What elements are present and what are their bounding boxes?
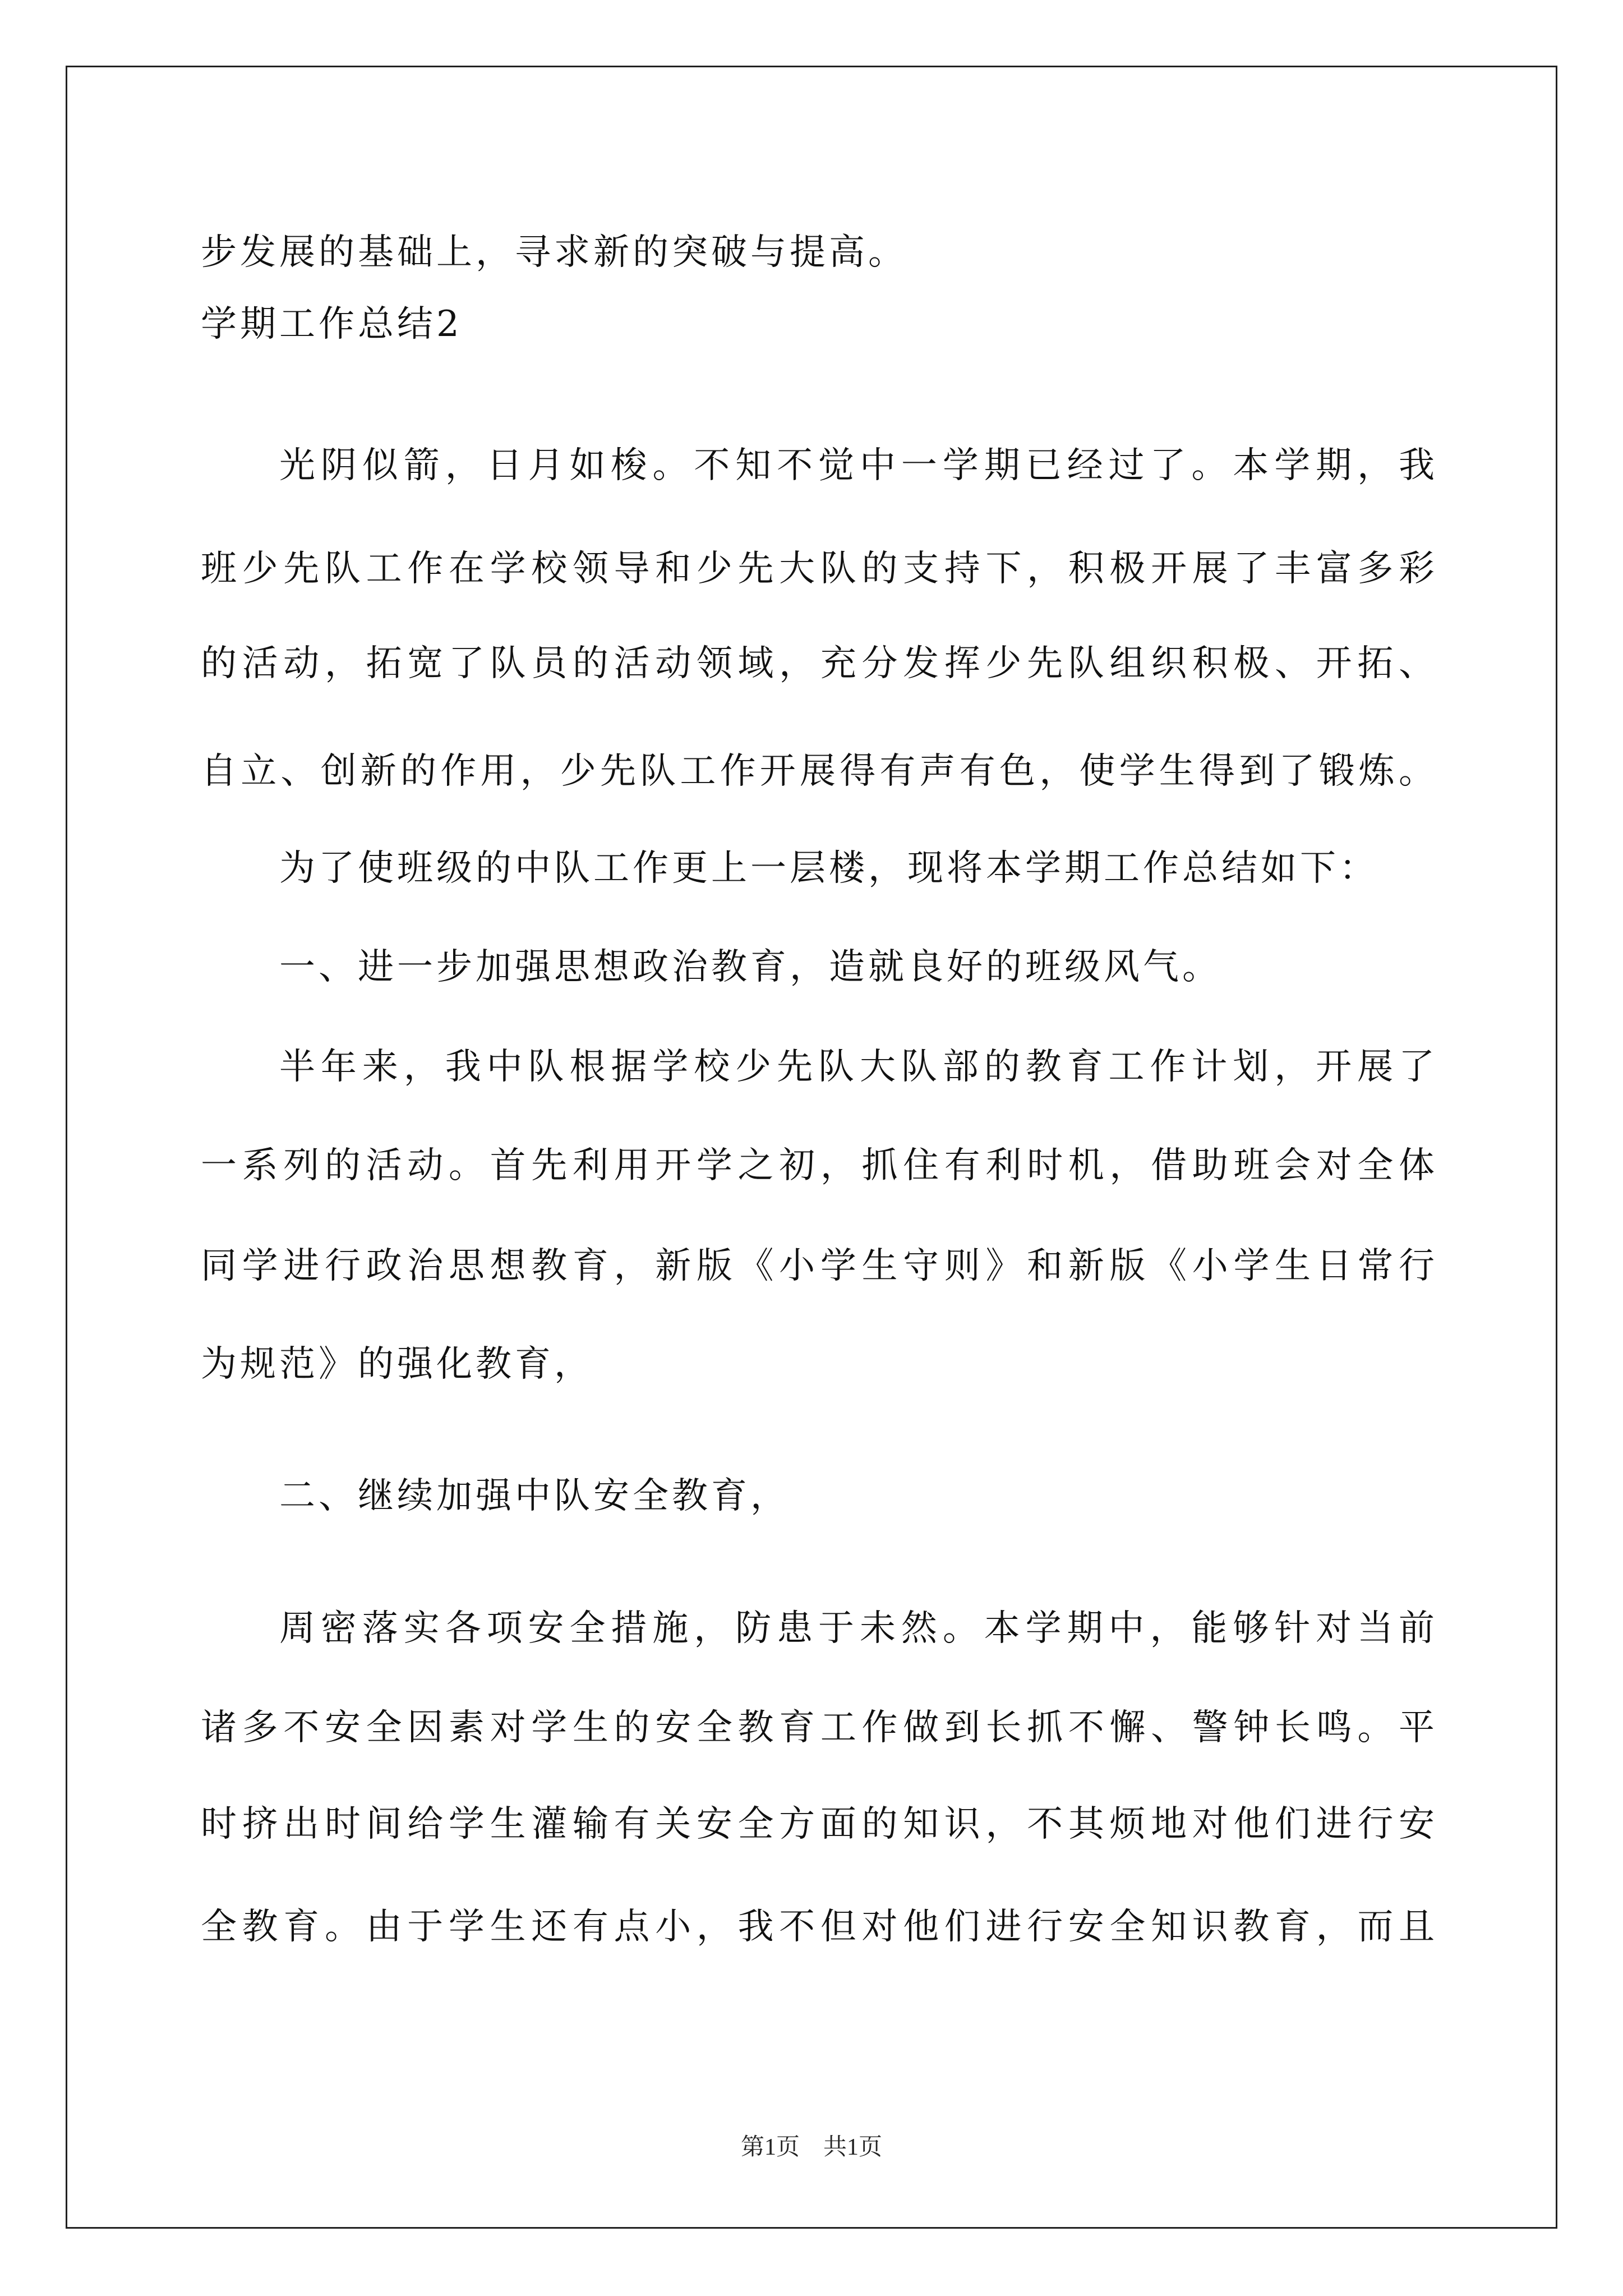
paragraph-line: 班少先队工作在学校领导和少先大队的支持下，积极开展了丰富多彩 <box>201 548 1435 590</box>
paragraph-line: 全教育。由于学生还有点小，我不但对他们进行安全知识教育，而且 <box>201 1906 1435 1948</box>
paragraph-line: 步发展的基础上，寻求新的突破与提高。 <box>201 232 907 273</box>
paragraph-line: 一系列的活动。首先利用开学之初，抓住有利时机，借助班会对全体 <box>201 1145 1435 1186</box>
paragraph-line: 的活动，拓宽了队员的活动领域，充分发挥少先队组织积极、开拓、 <box>201 643 1435 684</box>
paragraph-line: 自立、创新的作用，少先队工作开展得有声有色，使学生得到了锻炼。 <box>201 751 1435 792</box>
page-number: 第1页 共1页 <box>740 2134 882 2160</box>
paragraph-line: 诸多不安全因素对学生的安全教育工作做到长抓不懈、警钟长鸣。平 <box>201 1707 1435 1749</box>
paragraph-line: 半年来，我中队根据学校少先队大队部的教育工作计划，开展了 <box>279 1046 1435 1088</box>
paragraph-line: 为规范》的强化教育， <box>201 1343 593 1385</box>
subheading: 一、进一步加强思想政治教育，造就良好的班级风气。 <box>279 946 1221 988</box>
paragraph-line: 周密落实各项安全措施，防患于未然。本学期中，能够针对当前 <box>279 1608 1435 1649</box>
paragraph-line: 为了使班级的中队工作更上一层楼，现将本学期工作总结如下： <box>279 848 1378 889</box>
subheading: 二、继续加强中队安全教育， <box>279 1475 790 1517</box>
section-heading: 学期工作总结2 <box>201 303 463 345</box>
paragraph-line: 同学进行政治思想教育，新版《小学生守则》和新版《小学生日常行 <box>201 1245 1435 1287</box>
paragraph-line: 时挤出时间给学生灌输有关安全方面的知识，不其烦地对他们进行安 <box>201 1803 1435 1845</box>
paragraph-line: 光阴似箭，日月如梭。不知不觉中一学期已经过了。本学期，我 <box>279 445 1435 486</box>
